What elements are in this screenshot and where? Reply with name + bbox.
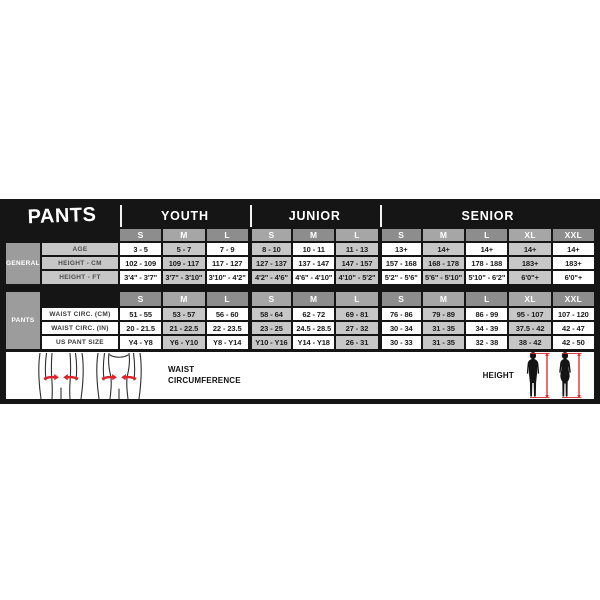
data-cell: 24.5 - 28.5 (293, 322, 334, 334)
size-header-row (6, 229, 594, 241)
data-cell: Y10 - Y16 (250, 336, 291, 349)
data-cell: 107 - 120 (553, 308, 594, 320)
size-header-cell: L (466, 292, 507, 306)
size-header-cell: L (336, 292, 377, 306)
data-cell: 69 - 81 (336, 308, 377, 320)
size-header-cell: S (120, 292, 161, 306)
data-cell: 32 - 38 (466, 336, 507, 349)
empty-cell (42, 292, 118, 306)
data-cell: 51 - 55 (120, 308, 161, 320)
size-header-cell: S (380, 229, 421, 241)
group-header-row (6, 205, 594, 227)
data-cell: 102 - 109 (120, 257, 161, 269)
data-cell: 5'6" - 5'10" (423, 271, 464, 284)
size-header-cell: S (380, 292, 421, 306)
data-cell: 30 - 34 (380, 322, 421, 334)
data-cell: 147 - 157 (336, 257, 377, 269)
data-cell: 79 - 89 (423, 308, 464, 320)
data-cell: 5 - 7 (163, 243, 204, 255)
data-cell: 95 - 107 (509, 308, 550, 320)
data-cell: 157 - 168 (380, 257, 421, 269)
data-cell: 4'2" - 4'6" (250, 271, 291, 284)
size-header-cell: S (250, 292, 291, 306)
data-cell: 11 - 13 (336, 243, 377, 255)
data-cell: 7 - 9 (207, 243, 248, 255)
data-cell: 58 - 64 (250, 308, 291, 320)
height-measurement-illustration (522, 352, 586, 399)
data-cell: 37.5 - 42 (509, 322, 550, 334)
data-cell: 127 - 137 (250, 257, 291, 269)
data-cell: 62 - 72 (293, 308, 334, 320)
table-row-waist-cm (42, 308, 594, 320)
data-cell: 27 - 32 (336, 322, 377, 334)
pants-sizing-chart (0, 199, 600, 404)
torso-front-icon (32, 353, 90, 399)
data-cell: 53 - 57 (163, 308, 204, 320)
torso-back-icon (90, 353, 148, 399)
table-row-height-ft (42, 271, 594, 284)
data-cell: 14+ (466, 243, 507, 255)
data-cell: 6'0"+ (509, 271, 550, 284)
data-cell: 34 - 39 (466, 322, 507, 334)
data-cell: 76 - 86 (380, 308, 421, 320)
size-header-cell: XXL (553, 292, 594, 306)
section-label-pants: PANTS (6, 292, 40, 349)
group-header-senior: SENIOR (380, 205, 594, 227)
data-cell: 3'4" - 3'7" (120, 271, 161, 284)
data-cell: 42 - 50 (553, 336, 594, 349)
empty-cell (6, 229, 118, 241)
size-header-cell: XXL (553, 229, 594, 241)
data-cell: 22 - 23.5 (207, 322, 248, 334)
size-header-cell: L (207, 229, 248, 241)
data-cell: 20 - 21.5 (120, 322, 161, 334)
data-cell: 183+ (509, 257, 550, 269)
data-cell: 21 - 22.5 (163, 322, 204, 334)
size-header-cell: L (207, 292, 248, 306)
measurement-legend-bar (6, 352, 594, 399)
size-header-cell: L (336, 229, 377, 241)
table-row-age (42, 243, 594, 255)
group-header-youth: YOUTH (120, 205, 248, 227)
data-cell: 5'10" - 6'2" (466, 271, 507, 284)
section-label-general: GENERAL (6, 243, 40, 284)
size-header-cell: XL (509, 229, 550, 241)
size-header-cell: M (293, 292, 334, 306)
male-silhouette-icon (522, 352, 554, 399)
data-cell: 183+ (553, 257, 594, 269)
data-cell: 31 - 35 (423, 322, 464, 334)
data-cell: 30 - 33 (380, 336, 421, 349)
row-label: HEIGHT - FT (42, 271, 118, 284)
data-cell: 86 - 99 (466, 308, 507, 320)
data-cell: 4'6" - 4'10" (293, 271, 334, 284)
data-cell: 42 - 47 (553, 322, 594, 334)
size-header-row (42, 292, 594, 306)
size-header-cell: M (293, 229, 334, 241)
data-cell: 5'2" - 5'6" (380, 271, 421, 284)
row-label: US PANT SIZE (42, 336, 118, 349)
size-header-cell: XL (509, 292, 550, 306)
section-divider (6, 286, 594, 290)
data-cell: 56 - 60 (207, 308, 248, 320)
size-header-cell: S (250, 229, 291, 241)
data-cell: Y8 - Y14 (207, 336, 248, 349)
data-cell: 10 - 11 (293, 243, 334, 255)
data-cell: 14+ (423, 243, 464, 255)
data-cell: 38 - 42 (509, 336, 550, 349)
data-cell: 137 - 147 (293, 257, 334, 269)
data-cell: 26 - 31 (336, 336, 377, 349)
data-cell: 23 - 25 (250, 322, 291, 334)
waist-circumference-label: WAIST CIRCUMFERENCE (168, 364, 241, 385)
female-silhouette-icon (554, 352, 586, 399)
size-header-cell: M (423, 292, 464, 306)
data-cell: 178 - 188 (466, 257, 507, 269)
table-row-height-cm (42, 257, 594, 269)
data-cell: Y6 - Y10 (163, 336, 204, 349)
row-label: WAIST CIRC. (CM) (42, 308, 118, 320)
size-header-cell: M (163, 292, 204, 306)
table-title: PANTS (27, 203, 97, 228)
data-cell: 31 - 35 (423, 336, 464, 349)
size-header-cell: M (163, 229, 204, 241)
data-cell: 117 - 127 (207, 257, 248, 269)
row-label: AGE (42, 243, 118, 255)
row-label: HEIGHT - CM (42, 257, 118, 269)
data-cell: 168 - 178 (423, 257, 464, 269)
table-row-waist-in (42, 322, 594, 334)
data-cell: 4'10" - 5'2" (336, 271, 377, 284)
size-header-cell: M (423, 229, 464, 241)
group-header-junior: JUNIOR (250, 205, 378, 227)
data-cell: 3'7" - 3'10" (163, 271, 204, 284)
size-table (6, 205, 594, 349)
row-label: WAIST CIRC. (IN) (42, 322, 118, 334)
data-cell: 3'10" - 4'2" (207, 271, 248, 284)
data-cell: Y14 - Y18 (293, 336, 334, 349)
size-header-cell: L (466, 229, 507, 241)
data-cell: 14+ (553, 243, 594, 255)
data-cell: 13+ (380, 243, 421, 255)
data-cell: 14+ (509, 243, 550, 255)
section-pants (6, 292, 594, 349)
table-row-us-pant-size (42, 336, 594, 349)
section-general (6, 243, 594, 284)
data-cell: 6'0"+ (553, 271, 594, 284)
data-cell: 3 - 5 (120, 243, 161, 255)
height-label: HEIGHT (482, 371, 514, 380)
data-cell: 8 - 10 (250, 243, 291, 255)
data-cell: Y4 - Y8 (120, 336, 161, 349)
data-cell: 109 - 117 (163, 257, 204, 269)
waist-measurement-illustration (32, 353, 148, 399)
size-header-cell: S (120, 229, 161, 241)
